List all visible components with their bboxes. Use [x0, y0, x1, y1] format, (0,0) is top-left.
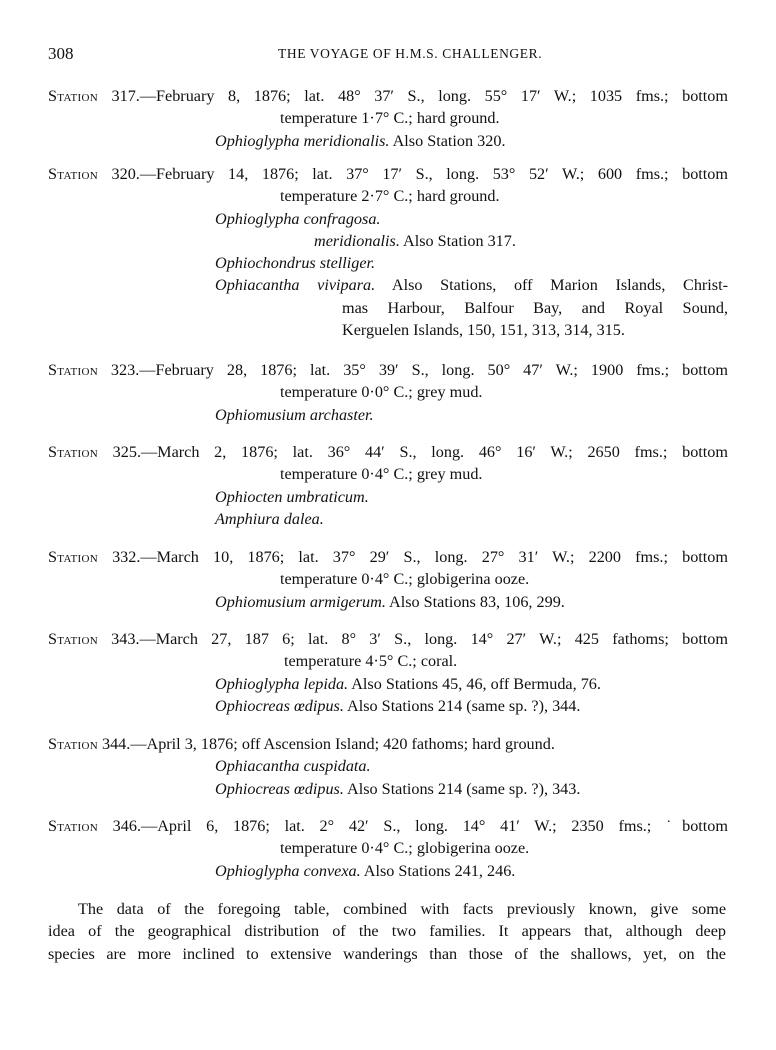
station-heading-line	[48, 85, 728, 107]
species-name: Ophioglypha meridionalis.	[215, 131, 390, 150]
species-line	[48, 486, 728, 508]
station-details: 343.—March 27, 187 6; lat. 8° 3′ S., long. 14° 27′ W.; 425 fathoms; bottom	[97, 630, 728, 648]
paragraph-line: species are more inclined to extensive wanderings than those of the shallows, yet, on the	[48, 944, 726, 963]
station-details: 346.—April 6, 1876; lat. 2° 42′ S., long. 14° 41′ W.; 2350 fms.; ˙bottom	[97, 817, 728, 835]
species-line	[48, 755, 728, 777]
station-temperature: temperature 4·5° C.; coral.	[284, 652, 458, 671]
station-temperature: temperature 1·7° C.; hard ground.	[280, 109, 500, 128]
station-heading-line	[48, 815, 728, 837]
species-line	[48, 591, 728, 613]
station-label: Station	[48, 87, 98, 105]
species-note: Also Stations 83, 106, 299.	[385, 592, 565, 611]
station-details: 317.—February 8, 1876; lat. 48° 37′ S., long. 55° 17′ W.; 1035 fms.; bottom	[97, 87, 728, 105]
species-note: Also Station 320.	[389, 131, 506, 150]
station-temperature: temperature 0·0° C.; grey mud.	[280, 383, 483, 402]
species-name: Ophioglypha convexa.	[215, 861, 361, 880]
station-details: 332.—March 10, 1876; lat. 37° 29′ S., long. 27° 31′ W.; 2200 fms.; bottom	[97, 548, 728, 566]
station-label: Station	[48, 735, 98, 753]
station-details: 320.—February 14, 1876; lat. 37° 17′ S., long. 53° 52′ W.; 600 fms.; bottom	[97, 165, 728, 183]
species-line	[48, 404, 728, 426]
species-name: Ophiacantha cuspidata.	[215, 757, 371, 776]
station-heading-line	[48, 546, 728, 568]
running-title: THE VOYAGE OF H.M.S. CHALLENGER.	[278, 46, 543, 61]
species-line	[48, 208, 728, 230]
station-temperature: temperature 2·7° C.; hard ground.	[280, 187, 500, 206]
species-name: Ophiocreas œdipus.	[215, 696, 344, 715]
station-heading-line	[48, 628, 728, 650]
species-note: Also Stations, off Marion Islands, Christ-	[375, 276, 728, 295]
station-heading-line	[48, 163, 728, 185]
species-name: Ophiomusium armigerum.	[215, 592, 386, 611]
species-line	[48, 695, 728, 717]
page-header	[48, 44, 728, 68]
species-note: Also Station 317.	[399, 231, 516, 250]
species-name: Ophioglypha confragosa.	[215, 209, 381, 228]
species-note: Also Stations 214 (same sp. ?), 344.	[343, 696, 581, 715]
species-name: Ophiocreas œdipus.	[215, 779, 344, 798]
paragraph-line: The data of the foregoing table, combined with facts previously known, give some	[78, 900, 726, 918]
station-label: Station	[48, 361, 98, 379]
station-temperature: temperature 0·4° C.; globigerina ooze.	[280, 570, 530, 589]
station-label: Station	[48, 817, 98, 835]
station-entry	[48, 359, 728, 426]
species-line	[48, 274, 728, 296]
station-entry	[48, 163, 728, 341]
station-entry	[48, 546, 728, 613]
station-details: 325.—March 2, 1876; lat. 36° 44′ S., long. 46° 16′ W.; 2650 fms.; bottom	[97, 443, 728, 461]
species-line	[48, 508, 728, 530]
species-note: Also Stations 214 (same sp. ?), 343.	[343, 779, 581, 798]
paragraph-line: idea of the geographical distribution of the two families. It appears that, although deep	[48, 922, 726, 941]
station-entry	[48, 815, 728, 882]
station-temperature: temperature 0·4° C.; globigerina ooze.	[280, 839, 530, 858]
page-number: 308	[48, 44, 74, 63]
species-note-continued: Kerguelen Islands, 150, 151, 313, 314, 315.	[342, 321, 625, 340]
station-heading-line	[48, 441, 728, 463]
station-details: 323.—February 28, 1876; lat. 35° 39′ S., long. 50° 47′ W.; 1900 fms.; bottom	[97, 361, 728, 379]
species-note-continued: mas Harbour, Balfour Bay, and Royal Sound,	[342, 298, 728, 317]
station-entry	[48, 733, 728, 800]
station-label: Station	[48, 630, 98, 648]
species-name: Amphiura dalea.	[215, 509, 324, 528]
species-line	[48, 673, 728, 695]
species-line	[48, 230, 728, 252]
species-name: Ophiomusium archaster.	[215, 405, 374, 424]
station-entry	[48, 441, 728, 530]
species-line	[48, 252, 728, 274]
species-name: Ophiochondrus stelliger.	[215, 254, 376, 273]
species-name: Ophiocten umbraticum.	[215, 487, 369, 506]
station-label: Station	[48, 548, 98, 566]
species-name: Ophioglypha lepida.	[215, 674, 349, 693]
species-name: Ophiacantha vivipara.	[215, 276, 376, 295]
station-temperature: temperature 0·4° C.; grey mud.	[280, 465, 483, 484]
station-label: Station	[48, 443, 98, 461]
species-note: Also Stations 241, 246.	[360, 861, 516, 880]
station-label: Station	[48, 165, 98, 183]
body-paragraph	[48, 898, 726, 965]
station-heading-line	[48, 733, 728, 755]
species-line	[48, 778, 728, 800]
species-note: Also Stations 45, 46, off Bermuda, 76.	[348, 674, 601, 693]
species-name: meridionalis.	[314, 231, 400, 250]
station-details: 344.—April 3, 1876; off Ascension Island; 420 fathoms; hard ground.	[97, 735, 555, 753]
species-line	[48, 130, 728, 152]
station-entry	[48, 628, 728, 717]
species-line	[48, 860, 728, 882]
station-entry	[48, 85, 728, 152]
station-heading-line	[48, 359, 728, 381]
